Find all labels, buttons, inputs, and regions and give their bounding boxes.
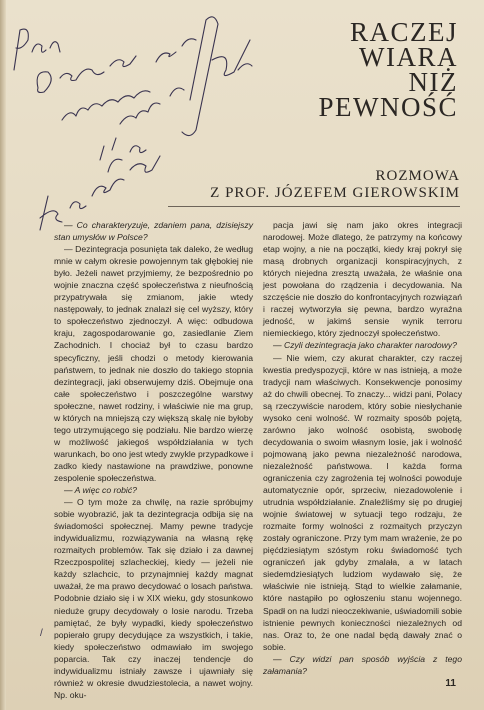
subtitle-line: ROZMOWA <box>375 168 460 184</box>
title-line: PEWNOŚĆ <box>318 92 458 122</box>
interview-question: — A więc co robić? <box>64 485 137 496</box>
title-line: NIŻ <box>408 67 458 97</box>
interview-answer: pacja jawi się nam jako okres integracji narodowej. Może dlatego, że patrzymy na końcowy etap wojny, a nie na początki, kiedy kraj pokrył się masą drobnych organizacji konspiracyjnych, z których niejedna zresztą uważała, że właśnie ona jest powołana do rządzenia i decydowania. Na szczęście nie doszło do konfrontacyjnych rozwiązań i raczej wytworzyła się pewna, bardzo wyraźna jedność, w jakimś sensie wynik terroru niemieckiego, który zjednoczył społeczeństwo. <box>263 220 462 339</box>
divider-rule <box>168 206 460 207</box>
interview-answer: — Nie wiem, czy akurat charakter, czy raczej kwestia predyspozycji, które w nas istnieją, a może tradycji nam właściwych. Konsekwencje ponosimy aż do chwili obecnej. To znaczy... widzi pani, Polacy są rzeczywiście narodem, który sobie niesłychanie wysoko ceni wolność. W rozmaity sposób pojętą, zarówno jako wolność osobistą, swobodę decydowania o swoim własnym losie, jak i wolność pojmowaną jako pewna niezależność narodowa, niezależność państwowa. I każda forma ograniczenia czy zagrożenia tej wolności powoduje automatycznie opór, sprzeciw, niezadowolenie i utrudnia współdziałanie. Znaleźliśmy się po drugiej wojnie światowej w sytuacji tego rodzaju, że rozmaite formy wolności z rozmaitych przyczyn zostały ograniczone. Przy tym mam wrażenie, że po pięćdziesiątym szóstym roku świadomość tych ograniczeń jak gdyby zmalała, a w latach siedemdziesiątych ludziom wydawało się, że właściwie nie istnieją. Stąd to wielkie załamanie, które nastąpiło po ogłoszeniu stanu wojennego. Spadł on na ludzi nieoczekiwanie, uświadomili sobie istnienie pewnych konieczności niezależnych od nas. Oraz to, że one nadal będą dawały znać o sobie. <box>263 352 462 652</box>
article-subtitle <box>160 168 460 202</box>
interview-question: — Co charakteryzuje, zdaniem pana, dzisiejszy stan umysłów w Polsce? <box>54 220 253 243</box>
text-column-right <box>263 219 462 675</box>
interview-question: — Czy widzi pan sposób wyjścia z tego załamania? <box>263 653 462 676</box>
interview-answer: — O tym może za chwilę, na razie spróbujmy sobie wyobrazić, jak ta dezintegracja odbija się na świadomości społecznej. Mamy pewne tradycje indywidualizmu, rozwiązywania na własną rękę rozmaitych problemów. Tak się działo i za dawnej Rzeczpospolitej szlacheckiej, kiedy — jeżeli nie każdy szlachcic, to przynajmniej każdy magnat uważał, że ma prawo decydować o losach państwa. Podobnie działo się i w XIX wieku, gdy stosunkowo nieduże grupy decydowały o losie narodu. Trzeba pamiętać, że były wypadki, kiedy społeczeństwo popierało grupy decydujące za wszystkich, i takie, kiedy społeczeństwo odmawiało im swojego poparcia. Tak czy inaczej tendencje do indywidualizmu istniały zawsze i ujawniały się również w okresie dwudziestolecia, a nawet wojny. Np. oku- <box>54 497 253 700</box>
article-title <box>218 17 458 122</box>
title-line: WIARA <box>359 42 458 72</box>
pen-margin-mark-icon: / <box>40 628 43 639</box>
interview-answer: — Dezintegracja posunięta tak daleko, że według mnie w całym okresie powojennym tak głębokiej nie było. Jeżeli nawet przyjmiemy, że bezpośrednio po wojnie znaczna część społeczeństwa z nieufnością przypatrywała się zmianom, jakie wtedy następowały, to jednak znalazł się cel wyższy, który to społeczeństwo zjednoczył. A więc: odbudowa kraju, zagospodarowanie go, zasiedlanie Ziem Zachodnich. I chociaż był to czasu bardzo specyficzny, jeśli chodzi o metody kierowania państwem, to jednak nie doszło do takiego stopnia dezintegracji, jaki obserwujemy dziś. Obejmuje ona całe społeczeństwo i poszczególne warstwy społeczne, nawet rodziny, i właściwie nie ma grup, w których na mniejszą czy większą skalę nie byłoby tego utrzymującego się podziału. Nie bardzo wierzę w możliwość jakiegoś współdziałania w tych warunkach, bo ono jest wtedy zwykle przypadkowe i zadko kiedy nastawione na prawdziwe, ponowne zespolenie społeczeństwa. <box>54 244 253 483</box>
subtitle-line: Z PROF. JÓZEFEM GIEROWSKIM <box>210 185 460 201</box>
page-number: 11 <box>445 678 456 689</box>
text-column-left <box>54 219 253 700</box>
interview-question: — Czyli dezintegracja jako charakter narodowy? <box>273 340 457 351</box>
title-line: RACZEJ <box>349 17 458 47</box>
